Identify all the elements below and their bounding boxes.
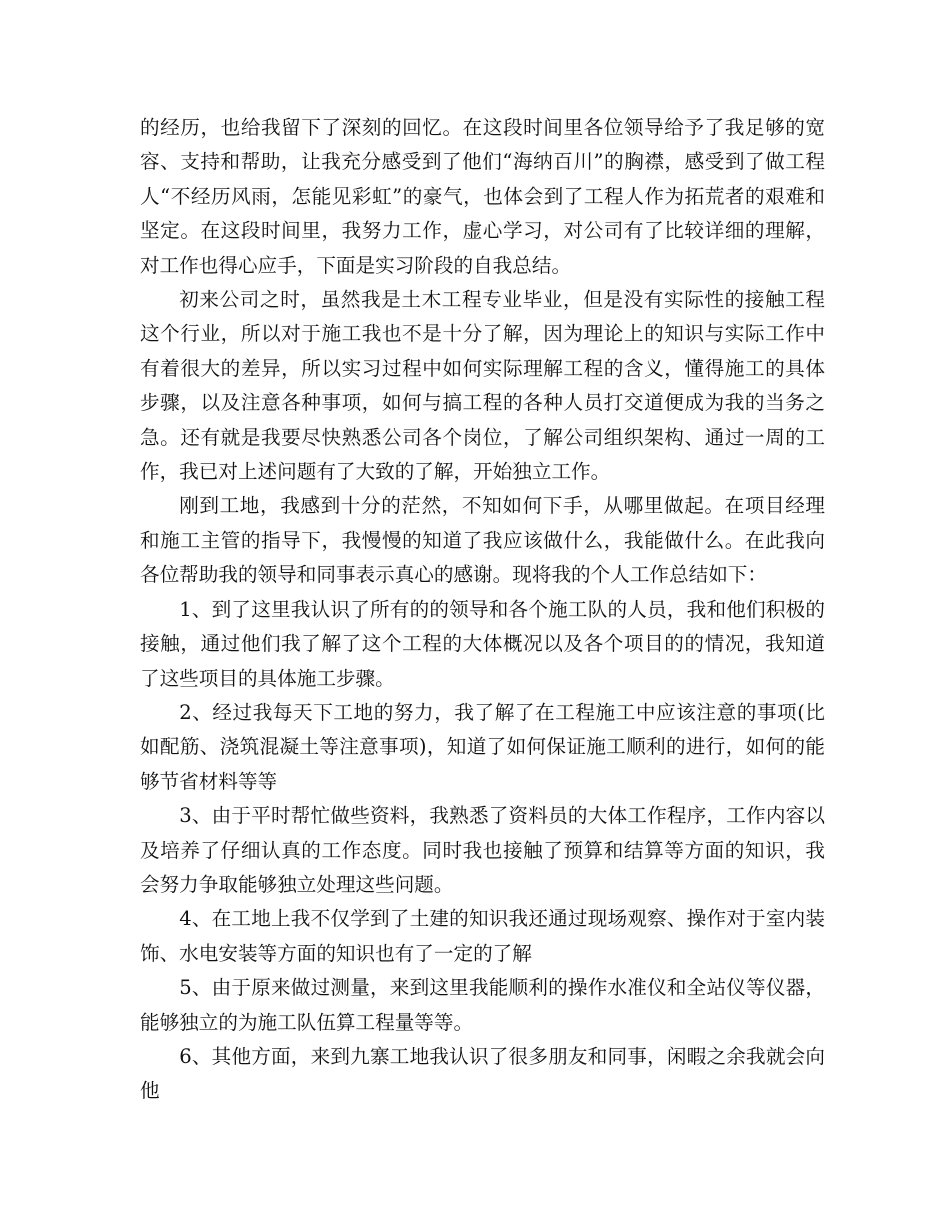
list-item-3: 3、由于平时帮忙做些资料，我熟悉了资料员的大体工作程序，工作内容以及培养了仔细认真的工作态度。同时我也接触了预算和结算等方面的知识，我会努力争取能够独立处理这些问题。 <box>140 804 825 896</box>
paragraph-continued-intro: 的经历，也给我留下了深刻的回忆。在这段时间里各位领导给予了我足够的宽容、支持和帮助，让我充分感受到了他们“海纳百川”的胸襟，感受到了做工程人“不经历风雨，怎能见彩虹”的豪气，也体会到了工程人作为拓荒者的艰难和坚定。在这段时间里，我努力工作，虚心学习，对公司有了比较详细的理解，对工作也得心应手，下面是实习阶段的自我总结。 <box>140 116 825 277</box>
document-body <box>140 111 825 1109</box>
paragraph-site-start: 刚到工地，我感到十分的茫然，不知如何下手，从哪里做起。在项目经理和施工主管的指导下，我慢慢的知道了我应该做什么，我能做什么。在此我向各位帮助我的领导和同事表示真心的感谢。现将我的个人工作总结如下： <box>140 494 825 587</box>
list-item-2: 2、经过我每天下工地的努力，我了解了在工程施工中应该注意的事项(比如配筋、浇筑混凝土等注意事项)，知道了如何保证施工顺利的进行，如何的能够节省材料等等 <box>140 700 825 793</box>
list-item-1: 1、到了这里我认识了所有的的领导和各个施工队的人员，我和他们积极的接触，通过他们我了解了这个工程的大体概况以及各个项目的的情况，我知道了这些项目的具体施工步骤。 <box>140 597 825 690</box>
list-item-4: 4、在工地上我不仅学到了土建的知识我还通过现场观察、操作对于室内装饰、水电安装等方面的知识也有了一定的了解 <box>140 907 825 965</box>
list-item-5: 5、由于原来做过测量，来到这里我能顺利的操作水准仪和全站仪等仪器，能够独立的为施工队伍算工程量等等。 <box>140 976 825 1034</box>
list-item-6: 6、其他方面，来到九寨工地我认识了很多朋友和同事，闲暇之余我就会向他 <box>140 1044 825 1103</box>
paragraph-arrival: 初来公司之时，虽然我是土木工程专业毕业，但是没有实际性的接触工程这个行业，所以对于施工我也不是十分了解，因为理论上的知识与实际工作中有着很大的差异，所以实习过程中如何实际理解工程的含义，懂得施工的具体步骤，以及注意各种事项，如何与搞工程的各种人员打交道便成为我的当务之急。还有就是我要尽快熟悉公司各个岗位，了解公司组织架构、通过一周的工作，我已对上述问题有了大致的了解，开始独立工作。 <box>140 288 825 484</box>
